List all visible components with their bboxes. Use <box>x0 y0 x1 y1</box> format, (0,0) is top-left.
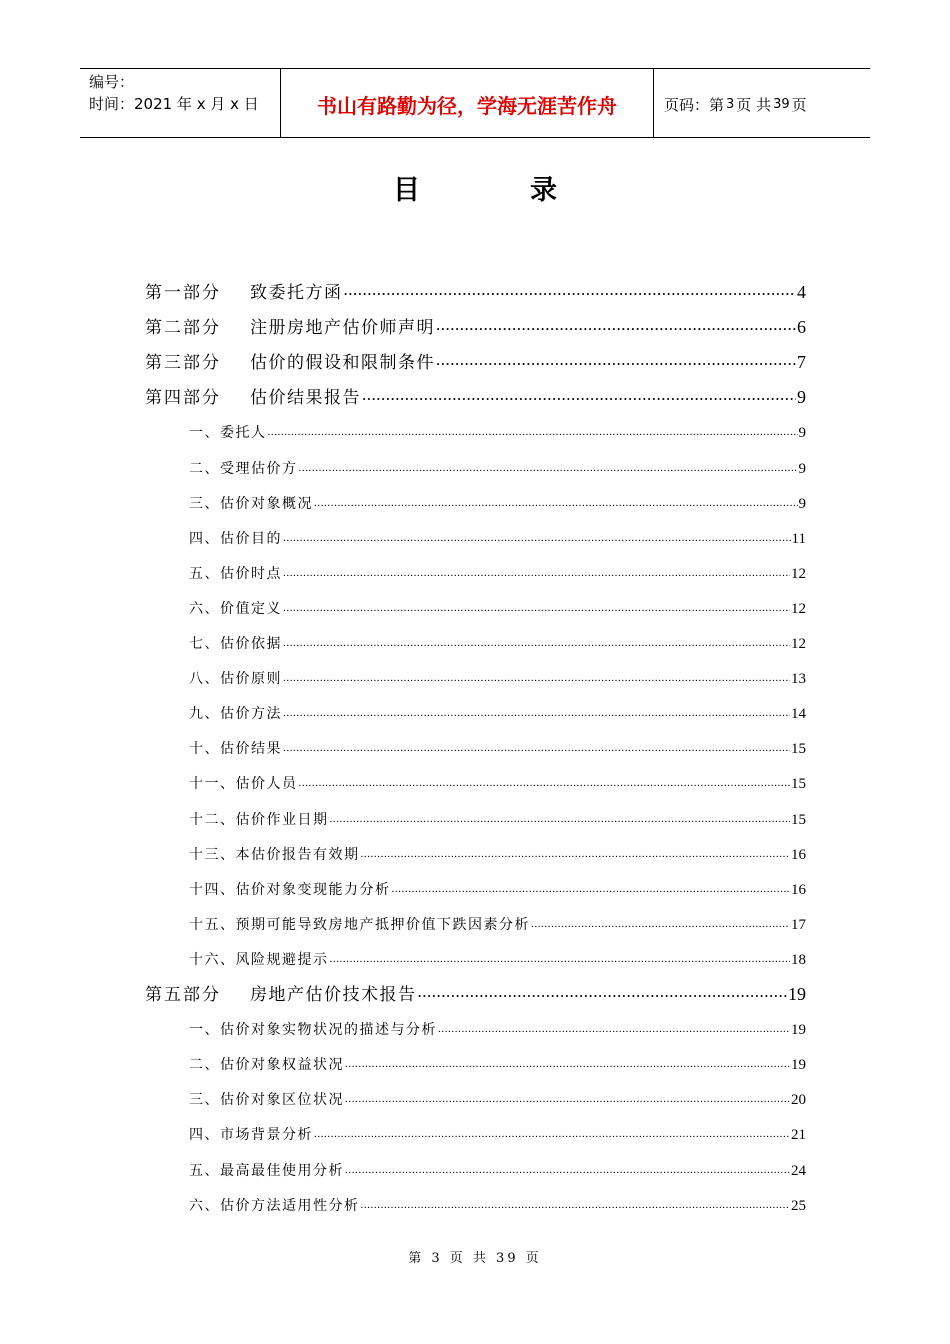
toc-dot-leader <box>418 983 788 1000</box>
toc-dot-leader <box>283 529 791 543</box>
toc-subsection-row[interactable] <box>189 563 806 583</box>
toc-entry-label: 三、估价对象概况 <box>189 495 313 512</box>
toc-subsection-row[interactable] <box>189 1019 806 1039</box>
header-page-mid: 页 共 <box>736 96 772 114</box>
toc-page-number: 19 <box>791 1022 806 1039</box>
toc-entry-label: 六、价值定义 <box>189 600 282 617</box>
toc-dot-leader <box>283 739 790 753</box>
document-header <box>80 68 870 138</box>
toc-section-row[interactable] <box>145 348 806 373</box>
toc-dot-leader <box>314 1125 790 1139</box>
toc-subsection-row[interactable] <box>189 1124 806 1144</box>
header-page-total: 39 <box>773 97 790 112</box>
toc-subsection-row[interactable] <box>189 879 806 899</box>
toc-entry-label: 房地产估价技术报告 <box>250 985 417 1005</box>
toc-page-number: 20 <box>791 1092 806 1109</box>
toc-dot-leader <box>299 774 791 788</box>
toc-entry-label: 七、估价依据 <box>189 636 282 652</box>
toc-subsection-row[interactable] <box>189 458 806 478</box>
toc-page-number: 12 <box>791 565 806 582</box>
toc-page-number: 7 <box>797 352 806 373</box>
header-code: 编号： <box>89 73 135 91</box>
toc-entry-label: 五、估价时点 <box>189 565 282 582</box>
toc-dot-leader <box>436 351 796 368</box>
toc-part-number: 第四部分 <box>145 388 221 409</box>
toc-dot-leader <box>330 950 791 964</box>
toc-dot-leader <box>362 386 796 403</box>
toc-page-number: 9 <box>798 460 806 477</box>
toc-page-number: 6 <box>797 317 806 338</box>
toc-entry-label: 十五、预期可能导致房地产抵押价值下跌因素分析 <box>189 916 530 933</box>
toc-part-number: 第二部分 <box>145 318 221 339</box>
toc-part-number: 第一部分 <box>145 283 221 303</box>
toc-page-number: 12 <box>791 600 806 617</box>
toc-entry-label: 六、估价方法适用性分析 <box>189 1197 360 1214</box>
toc-entry-label: 四、市场背景分析 <box>189 1127 313 1144</box>
toc-section-row[interactable] <box>145 383 806 408</box>
toc-entry-label: 估价结果报告 <box>250 388 361 409</box>
toc-page-number: 21 <box>791 1127 806 1144</box>
toc-page-number: 17 <box>791 916 806 933</box>
toc-entry-label: 十六、风险规避提示 <box>189 951 329 968</box>
toc-subsection-row[interactable] <box>189 844 806 864</box>
toc-part-number: 第三部分 <box>145 353 221 374</box>
toc-dot-leader <box>283 564 790 578</box>
toc-subsection-row[interactable] <box>189 949 806 969</box>
toc-part-number: 第五部分 <box>145 985 221 1005</box>
toc-entry-label: 十一、估价人员 <box>189 776 298 793</box>
toc-page-number: 4 <box>797 282 806 302</box>
toc-entry-label: 九、估价方法 <box>189 706 282 723</box>
page-title <box>0 168 950 207</box>
toc-entry-label: 十三、本估价报告有效期 <box>189 846 360 863</box>
toc-dot-leader <box>361 1196 791 1210</box>
header-page-suffix: 页 <box>791 96 807 114</box>
toc-entry-label: 估价的假设和限制条件 <box>250 353 435 374</box>
toc-subsection-row[interactable] <box>189 809 806 829</box>
page-footer: 第 3 页 共 39 页 <box>408 1251 542 1266</box>
toc-dot-leader <box>299 459 798 473</box>
toc-dot-leader <box>392 880 791 894</box>
toc-entry-label: 二、受理估价方 <box>189 460 298 477</box>
toc-subsection-row[interactable] <box>189 703 806 723</box>
header-page-prefix: 页码：第 <box>664 96 725 114</box>
header-time: 时间：2021 年 x 月 x 日 <box>89 95 259 113</box>
toc-dot-leader <box>344 281 797 298</box>
toc-page-number: 14 <box>791 706 806 723</box>
toc-dot-leader <box>314 494 798 508</box>
toc-section-row[interactable] <box>145 980 806 1005</box>
toc-page-number: 19 <box>788 984 806 1004</box>
toc-dot-leader <box>361 845 791 859</box>
toc-page-number: 18 <box>791 951 806 968</box>
toc-page-number: 13 <box>791 671 806 688</box>
toc-dot-leader <box>436 316 796 333</box>
toc-subsection-row[interactable] <box>189 1054 806 1074</box>
toc-subsection-row[interactable] <box>189 422 806 442</box>
toc-page-number: 12 <box>791 636 806 652</box>
toc-section-row[interactable] <box>145 313 806 338</box>
toc-section-row[interactable] <box>145 278 806 303</box>
toc-page-number: 15 <box>791 811 806 828</box>
toc-dot-leader <box>345 1055 790 1069</box>
toc-entry-label: 十二、估价作业日期 <box>189 811 329 828</box>
header-page-current: 3 <box>726 97 735 112</box>
toc-page-number: 15 <box>791 741 806 758</box>
toc-page-number: 25 <box>791 1197 806 1214</box>
toc-dot-leader <box>345 1090 790 1104</box>
header-meta <box>80 69 281 137</box>
toc-page-number: 16 <box>791 846 806 863</box>
toc-subsection-row[interactable] <box>189 1160 806 1180</box>
toc-dot-leader <box>268 423 798 437</box>
toc-page-number: 16 <box>791 881 806 898</box>
toc-subsection-row[interactable] <box>189 528 806 548</box>
toc-page-number: 11 <box>791 530 806 547</box>
toc-dot-leader <box>438 1020 790 1034</box>
toc-subsection-row[interactable] <box>189 598 806 618</box>
title-char-2: 录 <box>530 175 557 206</box>
toc-subsection-row[interactable] <box>189 914 806 934</box>
toc-dot-leader <box>330 810 791 824</box>
toc-subsection-row[interactable] <box>189 773 806 793</box>
toc-page-number: 9 <box>798 425 806 442</box>
toc-entry-label: 五、最高最佳使用分析 <box>189 1162 344 1179</box>
header-motto: 书山有路勤为径，学海无涯苦作舟 <box>281 69 654 137</box>
toc-entry-label: 一、估价对象实物状况的描述与分析 <box>189 1022 437 1039</box>
toc-page-number: 24 <box>791 1162 806 1179</box>
toc-dot-leader <box>283 669 790 683</box>
toc-entry-label: 致委托方函 <box>250 283 343 303</box>
toc-dot-leader <box>283 634 790 648</box>
toc-subsection-row[interactable] <box>189 668 806 688</box>
toc-dot-leader <box>531 915 790 929</box>
toc-page-number: 15 <box>791 776 806 793</box>
toc-page-number: 9 <box>797 387 806 408</box>
toc-subsection-row[interactable] <box>189 633 806 653</box>
toc-dot-leader <box>345 1161 790 1175</box>
toc-entry-label: 十、估价结果 <box>189 741 282 758</box>
toc-entry-label: 八、估价原则 <box>189 671 282 688</box>
toc-entry-label: 三、估价对象区位状况 <box>189 1092 344 1109</box>
title-char-1: 目 <box>393 175 420 206</box>
toc-entry-label: 四、估价目的 <box>189 530 282 547</box>
toc-entry-label: 二、估价对象权益状况 <box>189 1057 344 1074</box>
toc-page-number: 9 <box>798 495 806 512</box>
header-page-info <box>654 69 870 137</box>
toc-subsection-row[interactable] <box>189 738 806 758</box>
toc-subsection-row[interactable] <box>189 1089 806 1109</box>
toc-subsection-row[interactable] <box>189 493 806 513</box>
toc-dot-leader <box>283 704 790 718</box>
toc-page-number: 19 <box>791 1057 806 1074</box>
toc-subsection-row[interactable] <box>189 1195 806 1215</box>
toc-entry-label: 注册房地产估价师声明 <box>250 318 435 339</box>
toc-dot-leader <box>283 599 790 613</box>
toc-entry-label: 十四、估价对象变现能力分析 <box>189 881 391 898</box>
toc-entry-label: 一、委托人 <box>189 425 267 442</box>
